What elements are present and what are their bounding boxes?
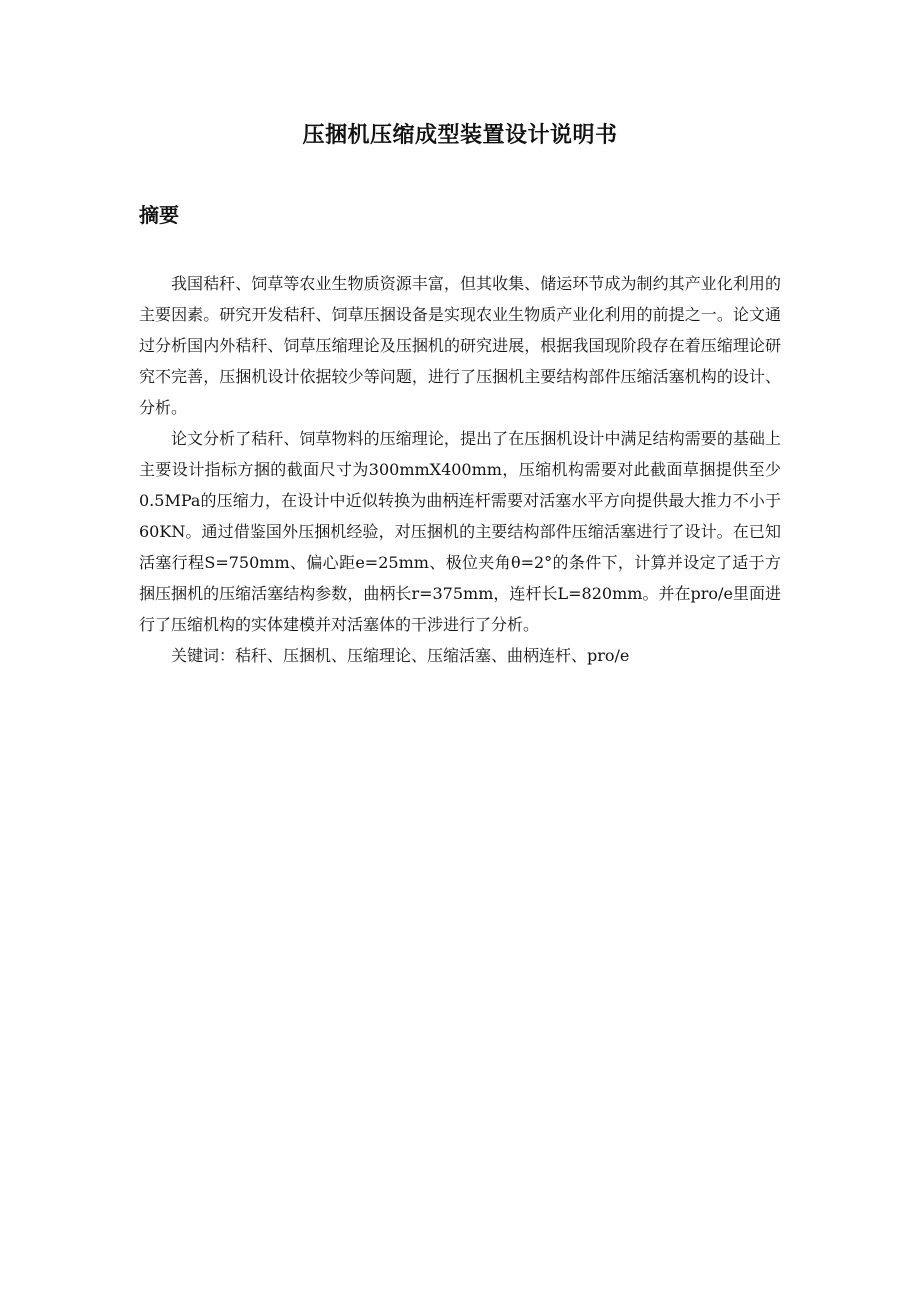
section-heading-abstract: 摘要 — [139, 203, 179, 227]
keywords-line: 关键词：秸秆、压捆机、压缩理论、压缩活塞、曲柄连杆、pro/e — [171, 646, 630, 665]
abstract-paragraph-2: 论文分析了秸秆、饲草物料的压缩理论，提出了在压捆机设计中满足结构需要的基础上主要设计指标方捆的截面尺寸为300mmX400mm，压缩机构需要对此截面草捆提供至少0.5MPa的压缩力，在设计中近似转换为曲柄连杆需要对活塞水平方向提供最大推力不小于60KN。通过借鉴国外压捆机经验，对压捆机的主要结构部件压缩活塞进行了设计。在已知活塞行程S=750mm、偏心距e=25mm、极位夹角θ=2°的条件下，计算并设定了适于方捆压捆机的压缩活塞结构参数，曲柄长r=375mm，连杆长L=820mm。并在pro/e里面进行了压缩机构的实体建模并对活塞体的干涉进行了分析。 — [139, 429, 781, 634]
document-title: 压捆机压缩成型装置设计说明书 — [302, 123, 618, 148]
abstract-body — [139, 268, 781, 671]
abstract-paragraph-1: 我国秸秆、饲草等农业生物质资源丰富，但其收集、储运环节成为制约其产业化利用的主要因素。研究开发秸秆、饲草压捆设备是实现农业生物质产业化利用的前提之一。论文通过分析国内外秸秆、饲草压缩理论及压捆机的研究进展，根据我国现阶段存在着压缩理论研究不完善，压捆机设计依据较少等问题，进行了压捆机主要结构部件压缩活塞机构的设计、分析。 — [139, 274, 781, 417]
